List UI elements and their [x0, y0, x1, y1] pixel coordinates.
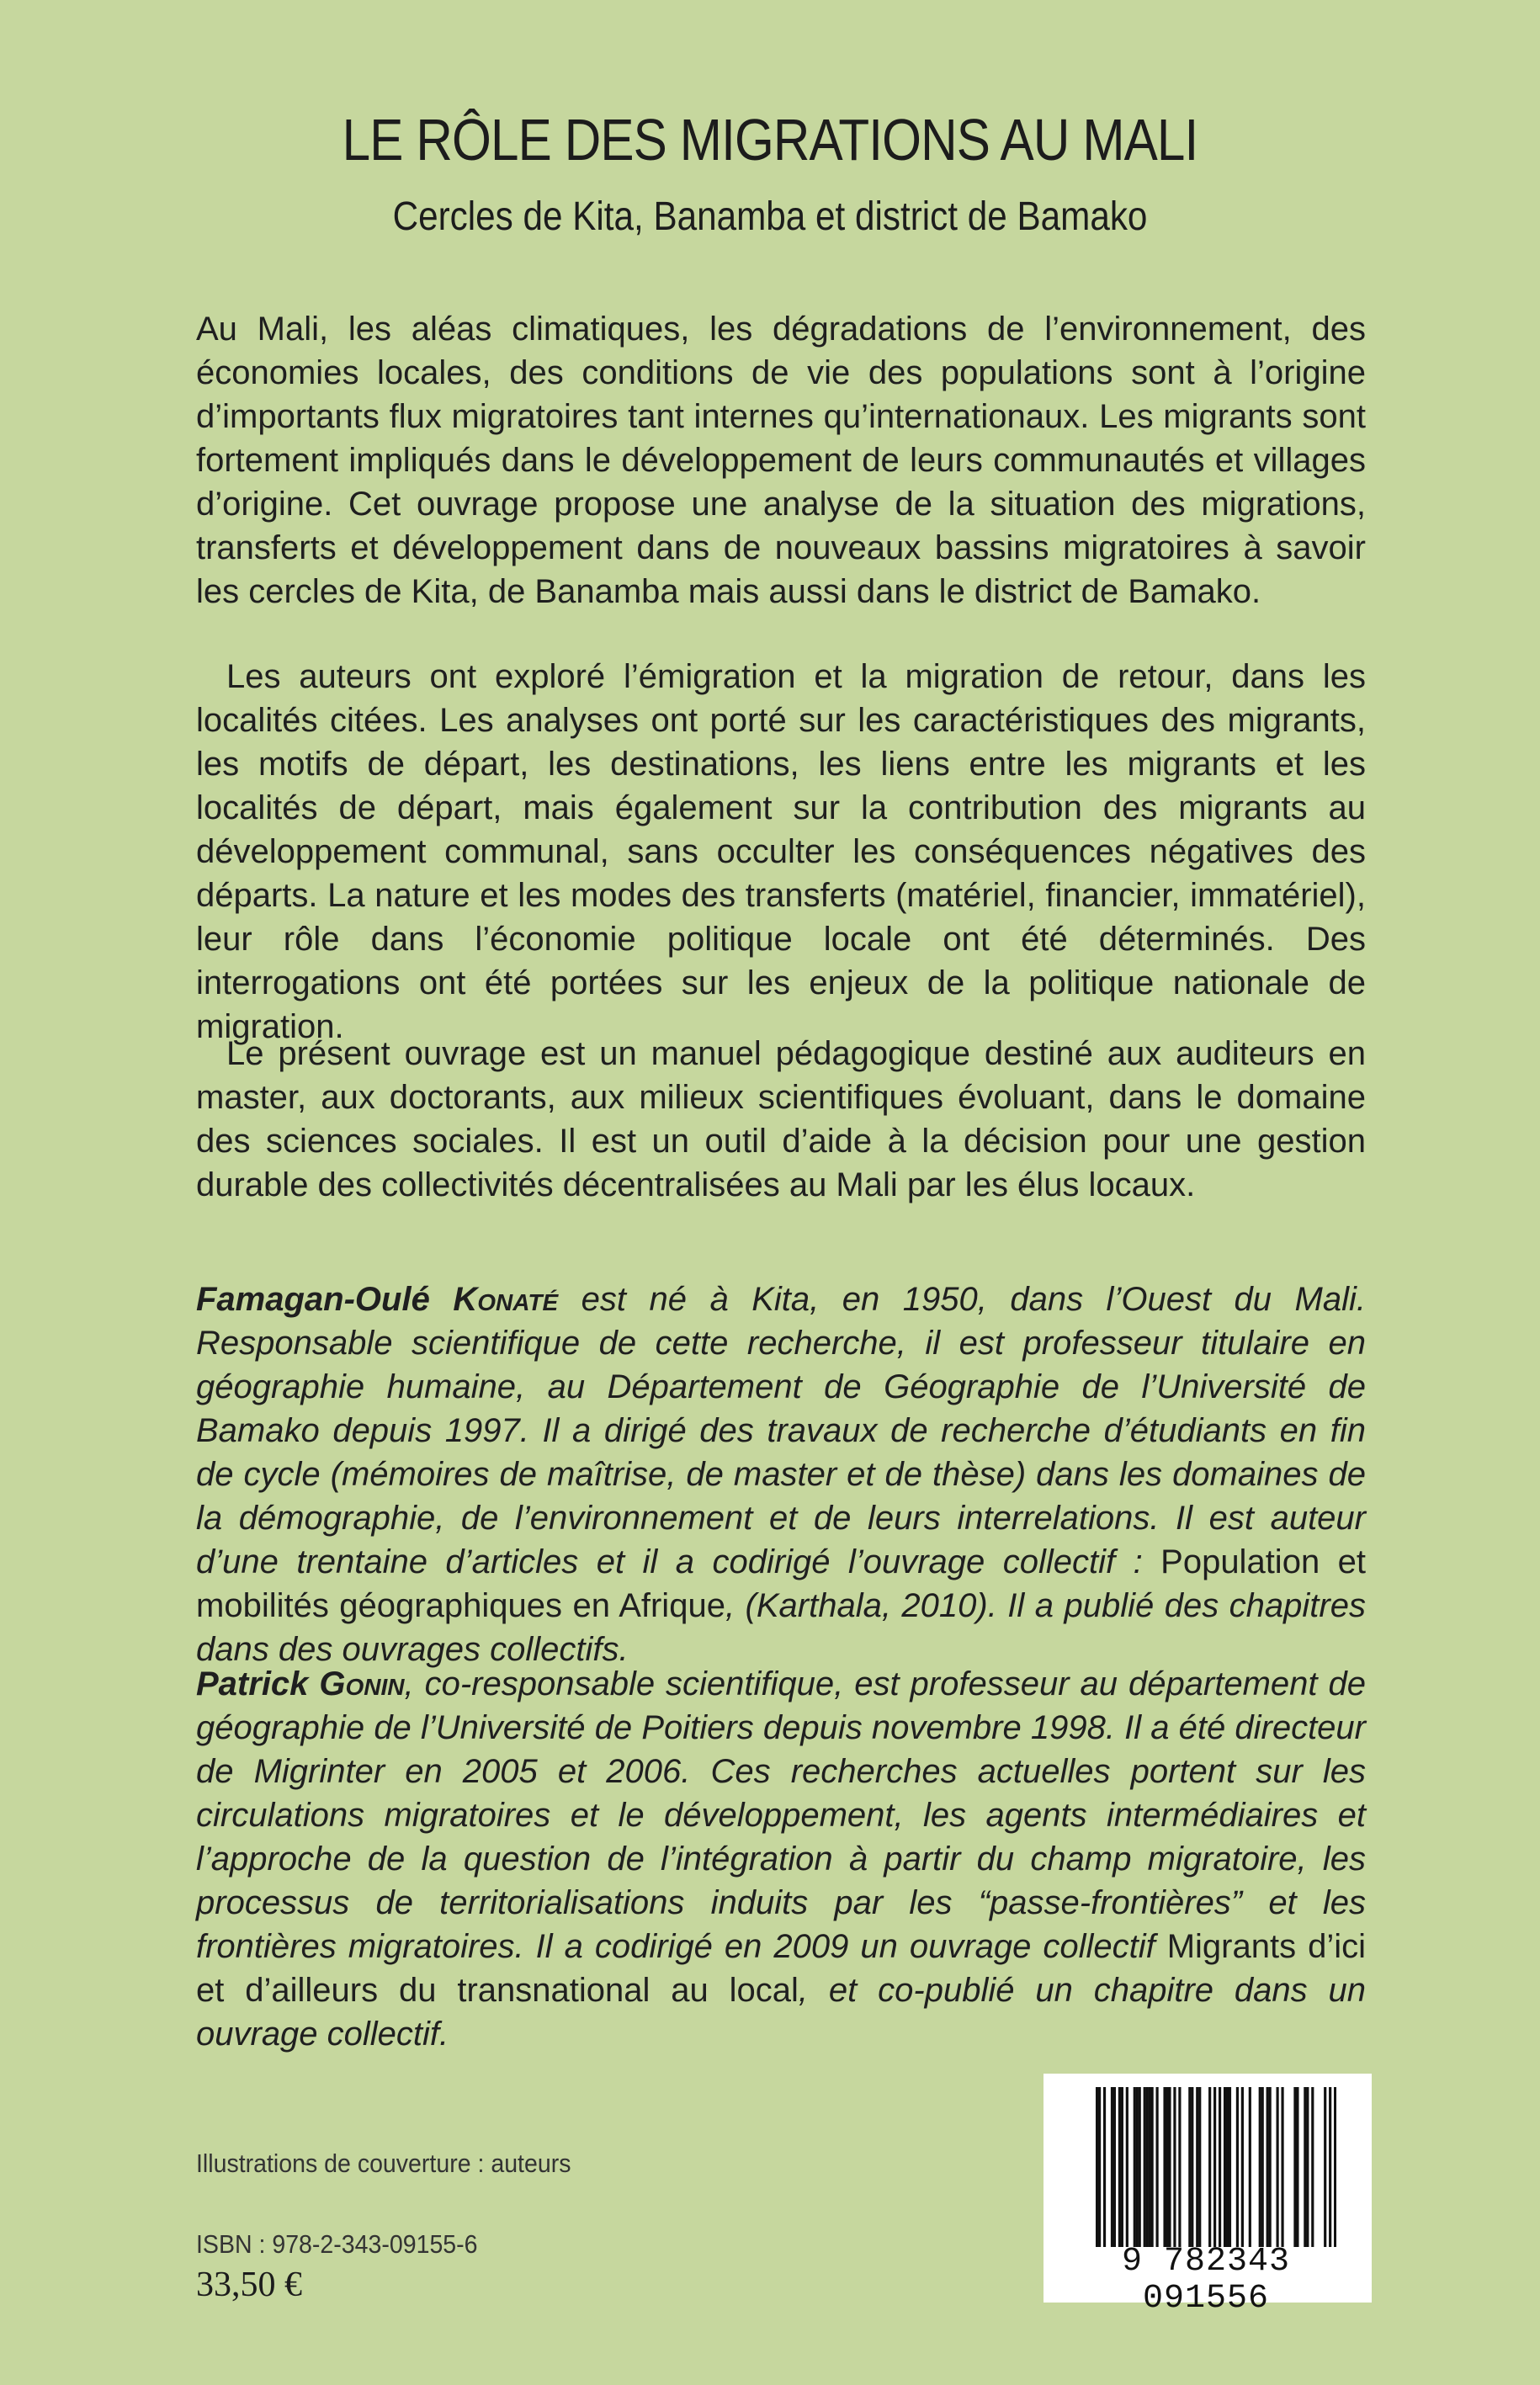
summary-paragraph-3: Le présent ouvrage est un manuel pédagogique destiné aux auditeurs en master, aux doctorants, aux milieux scientifiques évoluant, dans le domaine des sciences sociales. Il est un outil d’aide à la décision pour une gestion durable des collectivités décentralisées au Mali par les élus locaux.: [196, 1035, 1366, 1203]
barcode-bar: [1224, 2087, 1226, 2247]
barcode-bar: [1269, 2087, 1272, 2247]
barcode: [1043, 2074, 1372, 2318]
barcode-bar: [1196, 2087, 1198, 2247]
barcode-bar: [1168, 2087, 1171, 2247]
barcode-bar: [1173, 2087, 1176, 2247]
barcode-bar: [1219, 2087, 1221, 2247]
barcode-bar: [1334, 2087, 1336, 2247]
barcode-bar: [1166, 2087, 1168, 2247]
barcode-bar: [1121, 2087, 1123, 2247]
author-1-bio-part-2: , (Karthala, 2010). Il a publié des chapitres dans des ouvrages collectifs.: [196, 1587, 1366, 1668]
barcode-bar: [1296, 2087, 1298, 2247]
barcode-bar: [1163, 2087, 1166, 2247]
author-2-bio-part-1: , co-responsable scientifique, est professeur au département de géographie de l’Université de Poitiers depuis novembre 1998. Il a été directeur de Migrinter en 2005 et 2006. Ces recherches actuelles portent sur les circulations migratoires et le développement, les agents intermédiaires et l’approche de la question de l’intégration à partir du champ migratoire, les processus de territorialisations induits par les “passe-frontières” et les frontières migratoires. Il a codirigé en 2009 un ouvrage collectif: [196, 1665, 1366, 1965]
barcode-bar: [1149, 2087, 1151, 2247]
barcode-bar: [1126, 2087, 1128, 2247]
barcode-bar: [1213, 2087, 1216, 2247]
barcode-bar: [1281, 2087, 1283, 2247]
barcode-bar: [1277, 2087, 1279, 2247]
author-2-bio-part-2: , et co-publié un chapitre dans un ouvrage collectif.: [196, 1972, 1366, 2053]
barcode-bar: [1118, 2087, 1121, 2247]
barcode-bar: [1249, 2087, 1251, 2247]
author-2-first-name: Patrick: [196, 1665, 309, 1702]
barcode-bar: [1267, 2087, 1269, 2247]
barcode-digits: 9 782343 091556: [1121, 2243, 1291, 2318]
barcode-bar: [1146, 2087, 1149, 2247]
barcode-bar: [1306, 2087, 1309, 2247]
barcode-bar: [1111, 2087, 1113, 2247]
barcode-bar: [1191, 2087, 1193, 2247]
author-2-last-name: Gonin: [319, 1665, 405, 1702]
barcode-bar: [1261, 2087, 1264, 2247]
isbn-number: ISBN : 978-2-343-09155-6: [196, 2229, 478, 2259]
barcode-bar: [1226, 2087, 1229, 2247]
barcode-bar: [1134, 2087, 1136, 2247]
barcode-bar: [1096, 2087, 1098, 2247]
author-bio-1: [196, 1277, 1366, 1671]
barcode-bar: [1324, 2087, 1326, 2247]
barcode-bar: [1311, 2087, 1314, 2247]
barcode-bar: [1208, 2087, 1211, 2247]
barcode-bar: [1136, 2087, 1139, 2247]
book-subtitle: Cercles de Kita, Banamba et district de Bamako: [392, 194, 1148, 239]
author-1-first-name: Famagan-Oulé: [196, 1281, 430, 1318]
book-title: LE RÔLE DES MIGRATIONS AU MALI: [342, 107, 1198, 173]
barcode-bar: [1229, 2087, 1231, 2247]
barcode-bar: [1198, 2087, 1201, 2247]
illustrations-credit: Illustrations de couverture : auteurs: [196, 2149, 571, 2178]
barcode-bar: [1139, 2087, 1141, 2247]
barcode-bar: [1113, 2087, 1116, 2247]
summary-paragraph-2: Les auteurs ont exploré l’émigration et la migration de retour, dans les localités citées. Les analyses ont porté sur les caractéristiques des migrants, les motifs de départ, les destinations, les liens entre les migrants et les localités de départ, mais également sur la contribution des migrants au développement communal, sans occulter les conséquences négatives des départs. La nature et les modes des transferts (matériel, financier, immatériel), leur rôle dans l’économie politique locale ont été déterminés. Des interrogations ont été portées sur les enjeux de la politique nationale de migration.: [196, 658, 1366, 1045]
barcode-bar: [1156, 2087, 1159, 2247]
barcode-bar: [1178, 2087, 1181, 2247]
author-1-bio-part-1: est né à Kita, en 1950, dans l’Ouest du Mali. Responsable scientifique de cette recherche, il est professeur titulaire en géographie humaine, au Département de Géographie de l’Université de Bamako depuis 1997. Il a dirigé des travaux de recherche d’étudiants en fin de cycle (mémoires de maîtrise, de master et de thèse) dans les domaines de la démographie, de l’environnement et de leurs interrelations. Il est auteur d’une trentaine d’articles et il a codirigé l’ouvrage collectif :: [196, 1281, 1366, 1580]
barcode-bar: [1236, 2087, 1239, 2247]
barcode-bar: [1188, 2087, 1191, 2247]
barcode-bar: [1241, 2087, 1244, 2247]
barcode-bar: [1329, 2087, 1331, 2247]
barcode-bar: [1304, 2087, 1306, 2247]
author-1-book-title: Population et mobilités géographiques en Afrique: [196, 1543, 1366, 1624]
barcode-bar: [1293, 2087, 1296, 2247]
author-bio-2: [196, 1662, 1366, 2056]
author-2-book-title: Migrants d’ici et d’ailleurs du transnational au local: [196, 1928, 1366, 2009]
barcode-bar: [1144, 2087, 1146, 2247]
barcode-bar: [1259, 2087, 1261, 2247]
price-label: 33,50 €: [196, 2265, 302, 2304]
barcode-bar: [1103, 2087, 1106, 2247]
barcode-bar: [1098, 2087, 1101, 2247]
author-1-last-name: Konaté: [453, 1281, 559, 1318]
barcode-bar: [1151, 2087, 1154, 2247]
barcode-bars: [1096, 2087, 1336, 2247]
summary-paragraph-1: Au Mali, les aléas climatiques, les dégradations de l’environnement, des économies locales, des conditions de vie des populations sont à l’origine d’importants flux migratoires tant internes qu’internationaux. Les migrants sont fortement impliqués dans le développement de leurs communautés et villages d’origine. Cet ouvrage propose une analyse de la situation des migrations, transferts et développement dans de nouveaux bassins migratoires à savoir les cercles de Kita, de Banamba mais aussi dans le district de Bamako.: [196, 311, 1366, 610]
